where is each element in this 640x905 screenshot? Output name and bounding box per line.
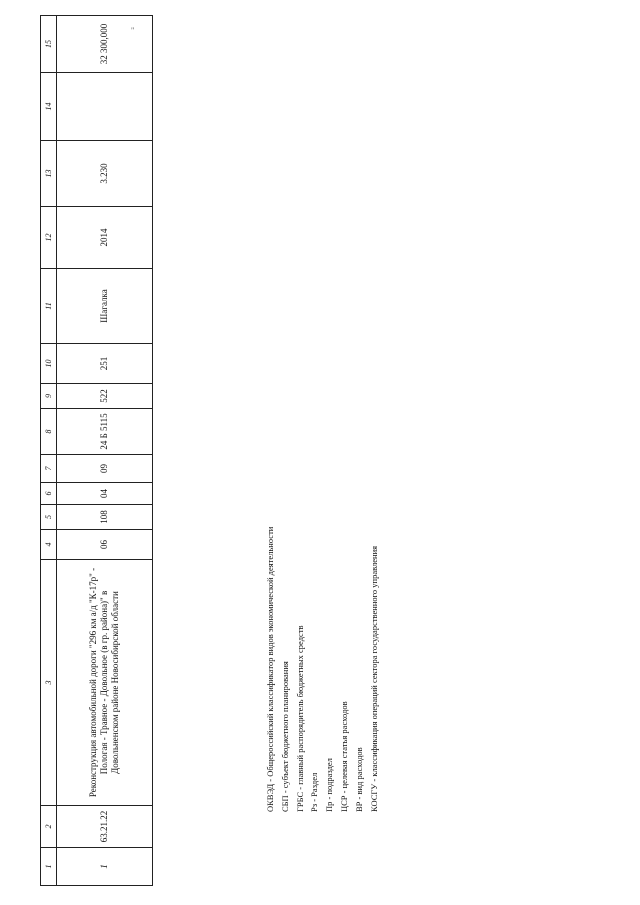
legend-item-sbp: СБП - субъект бюджетного планирования [279,661,290,812]
legend-item-grbs: ГРБС - главный распорядитель бюджетных средств [294,625,305,812]
cell-c5: 108 [57,505,153,530]
cell-c11: Шагалка [57,269,153,344]
legend-item-okved: ОКВЭД - Общероссийский классификатор видов экономической деятельности [265,526,275,812]
legend-item-vr: ВР - вид расходов [353,747,364,812]
cell-object-name: Реконструкция автомобильной дороги "296 км а/д "К-17р" - Пологая - Травное - Довольное (в гр. района)" в Довольненском районе Новосибирской области [57,560,153,806]
table-row [57,16,153,886]
legend-item-kosgu: КОСГУ - классификация операций сектора государственного управления [368,545,379,812]
legend-item-csr: ЦСР - целевая статья расходов [338,701,349,812]
cell-okved: 63.21.22 [57,806,153,848]
cell-row-number: 1 [57,848,153,886]
legend-item-rz: Рз - Раздел [309,772,320,812]
header-col-13: 13 [41,141,57,207]
corner-mark: " [131,26,135,35]
data-table-rotated [40,16,152,886]
header-col-1: 1 [41,848,57,886]
header-col-7: 7 [41,455,57,483]
cell-c7: 09 [57,455,153,483]
cell-c8: 24 Б 5115 [57,409,153,455]
cell-c6: 04 [57,483,153,505]
legend-item-pr: Пр - подраздел [324,758,335,812]
header-col-5: 5 [41,505,57,530]
header-col-8: 8 [41,409,57,455]
header-col-2: 2 [41,806,57,848]
header-col-15: 15 [41,16,57,73]
cell-c15: 32 300,000 [57,16,153,73]
header-col-10: 10 [41,344,57,384]
cell-c12: 2014 [57,207,153,269]
data-table [40,15,153,886]
header-col-3: 3 [41,560,57,806]
cell-c13: 3.230 [57,141,153,207]
header-col-12: 12 [41,207,57,269]
header-col-4: 4 [41,530,57,560]
header-col-14: 14 [41,73,57,141]
cell-c14 [57,73,153,141]
header-col-11: 11 [41,269,57,344]
cell-c4: 06 [57,530,153,560]
cell-c9: 522 [57,384,153,409]
header-number-row [41,16,57,886]
cell-c10: 251 [57,344,153,384]
header-col-9: 9 [41,384,57,409]
header-col-6: 6 [41,483,57,505]
abbreviation-legend [263,482,381,812]
